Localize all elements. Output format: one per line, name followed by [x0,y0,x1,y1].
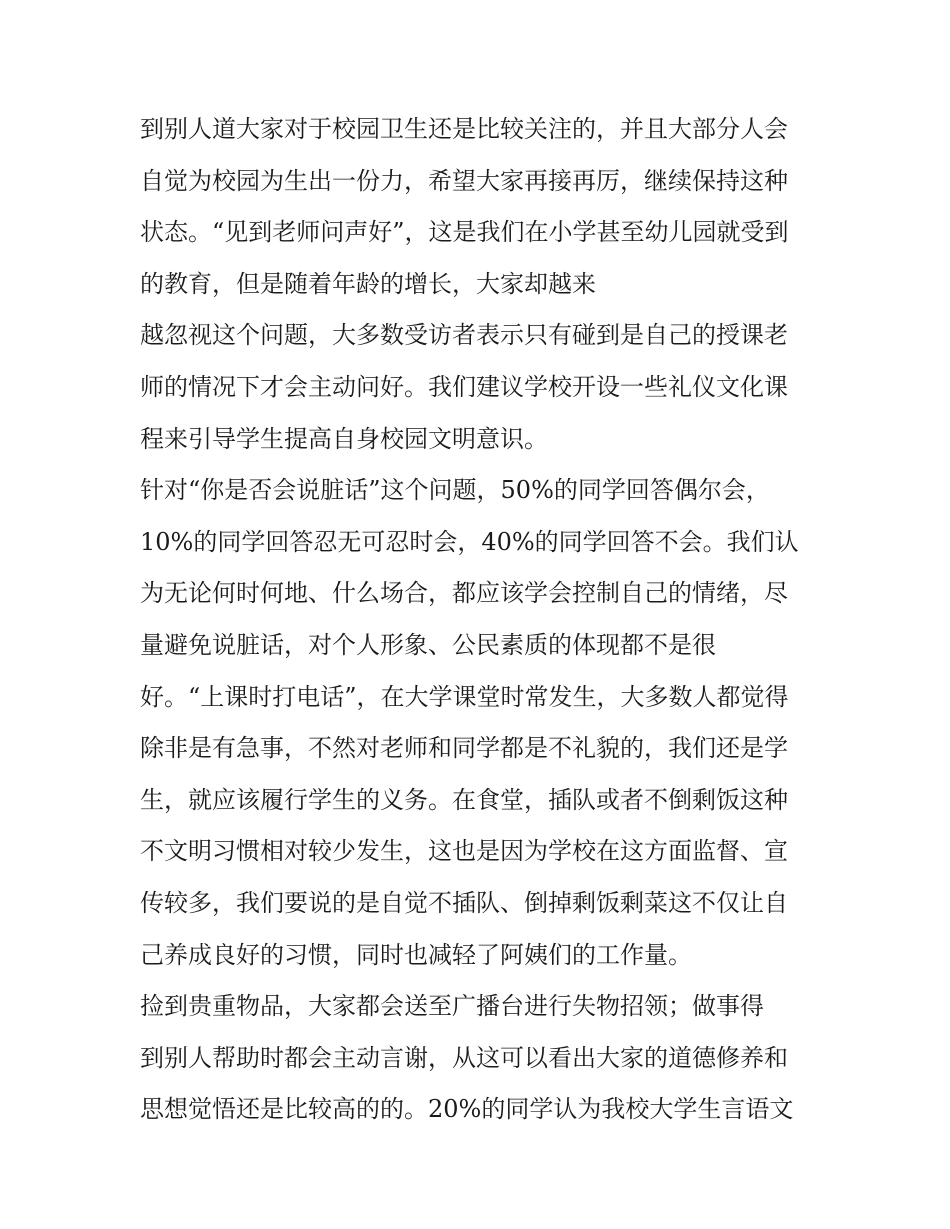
text-line: 针对“你是否会说脏话”这个问题，50%的同学回答偶尔会， [140,476,770,505]
text-line: 师的情况下才会主动问好。我们建议学校开设一些礼仪文化课 [140,372,788,401]
body-text [140,104,820,1136]
text-line: 的教育，但是随着年龄的增长，大家却越来 [140,269,596,298]
text-line: 捡到贵重物品，大家都会送至广播台进行失物招领；做事得 [140,992,764,1021]
text-line: 到别人帮助时都会主动言谢，从这可以看出大家的道德修养和 [140,1043,788,1072]
text-line: 到别人道大家对于校园卫生还是比较关注的，并且大部分人会 [140,115,788,143]
text-line: 生，就应该履行学生的义务。在食堂，插队或者不倒剩饭这种 [140,785,788,814]
text-line: 不文明习惯相对较少发生，这也是因为学校在这方面监督、宣 [140,837,788,866]
text-line: 除非是有急事，不然对老师和同学都是不礼貌的，我们还是学 [140,734,788,763]
text-line: 为无论何时何地、什么场合，都应该学会控制自己的情绪，尽 [140,579,788,608]
text-line: 越忽视这个问题，大多数受访者表示只有碰到是自己的授课老 [140,321,788,350]
text-line: 思想觉悟还是比较高的的。20%的同学认为我校大学生言语文 [140,1095,794,1124]
text-line: 传较多，我们要说的是自觉不插队、倒掉剩饭剩菜这不仅让自 [140,888,788,917]
text-line: 10%的同学回答忍无可忍时会，40%的同学回答不会。我们认 [140,527,799,556]
text-line: 状态。“见到老师问声好”，这是我们在小学甚至幼儿园就受到 [140,218,789,247]
text-line: 自觉为校园为生出一份力，希望大家再接再厉，继续保持这种 [140,166,788,195]
text-line: 好。“上课时打电话”，在大学课堂时常发生，大多数人都觉得 [140,682,789,711]
text-line: 己养成良好的习惯，同时也减轻了阿姨们的工作量。 [140,940,692,969]
text-line: 量避免说脏话，对个人形象、公民素质的体现都不是很 [140,630,716,659]
text-line: 程来引导学生提高自身校园文明意识。 [140,424,548,453]
